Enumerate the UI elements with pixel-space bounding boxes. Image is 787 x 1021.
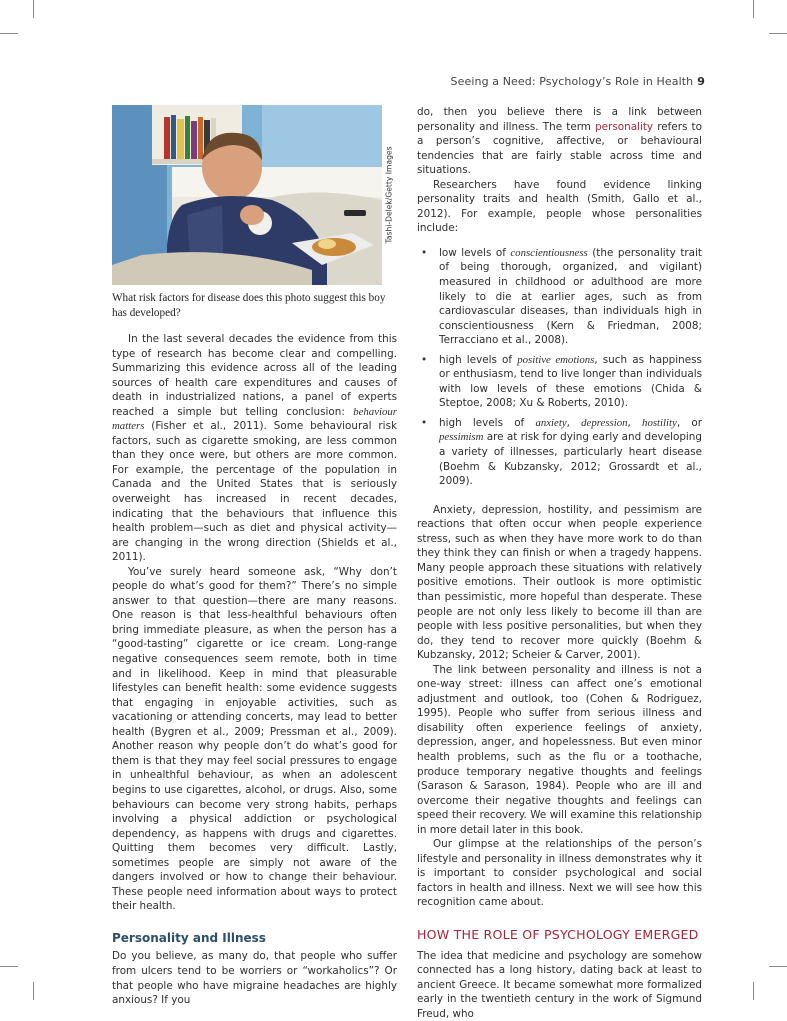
- paragraph: In the last several decades the evidence from this type of research has become clear and compelling. Summarizing this evidence across all of the leading sources of health care expenditures and causes of death in industrialized nations, a panel of experts reached a simple but telling conclusion: behaviour matters (Fisher et al., 2011). Some behavioural risk factors, such as cigarette smoking, are less common than they once were, but others are more common. For example, the percentage of the population in Canada and the United States that is seriously overweight has increased in recent decades, indicating that the behaviours that influence this health problem—such as diet and physical activity—are changing in the wrong direction (Shields et al., 2011).: [112, 333, 397, 564]
- running-head: [451, 75, 705, 88]
- paragraph: You’ve surely heard someone ask, “Why don’t people do what’s good for them?” There’s no simple answer to that question—there are many reasons. One reason is that less-healthful behaviours often bring immediate pleasure, as when the person has a “good-tasting” cigarette or ice cream. Long-range negative consequences seem remote, both in time and in likelihood. Keep in mind that pleasurable lifestyles can benefit health: some evidence suggests that engaging in enjoyable activities, such as vacationing or attending concerts, may lead to better health (Bygren et al., 2009; Pressman et al., 2009). Another reason why people don’t do what’s good for them is that they may feel social pressures to engage in unhealthful behaviour, as when an adolescent begins to use cigarettes, alcohol, or drugs. Also, some behaviours can become very strong habits, perhaps involving a physical addiction or psychological dependency, as happens with drugs and cigarettes. Quitting them becomes very difficult. Lastly, sometimes people are simply not aware of the dangers involved or how to change their behaviour. These people need information about ways to protect their health.: [112, 565, 397, 913]
- list-item: • high levels of positive emotions, such as happiness or enthusiasm, tend to live longer than individuals with low levels of these emotions (Chida & Steptoe, 2008; Xu & Roberts, 2010).: [417, 353, 702, 411]
- list-item: • low levels of conscientiousness (the personality trait of being thorough, organized, and vigilant) measured in childhood or adulthood are more likely to die at earlier ages, such as from cardiovascular diseases, than individuals high in conscientiousness (Kern & Friedman, 2008; Terracciano et al., 2008).: [417, 246, 702, 348]
- subsection-heading: Personality and Illness: [112, 930, 266, 945]
- key-term: personality: [595, 120, 654, 133]
- list-item: • high levels of anxiety, depression, hostility, or pessimism are at risk for dying early and developing a variety of illnesses, particularly heart disease (Boehm & Kubzansky, 2012; Grossardt et al., 2009).: [417, 416, 702, 489]
- left-column: [112, 105, 397, 1008]
- boy-eating-photo: [112, 105, 382, 285]
- crop-mark: [0, 33, 18, 34]
- paragraph: The idea that medicine and psychology are somehow connected has a long history, dating back at least to ancient Greece. It became somewhat more formalized early in the twentieth century in the work of Sigmund Freud, who: [417, 949, 702, 1020]
- paragraph: Researchers have found evidence linking personality traits and health (Smith, Gallo et al., 2012). For example, people whose personalities include:: [417, 178, 702, 235]
- bullet-list: [417, 246, 702, 489]
- paragraph: Anxiety, depression, hostility, and pessimism are reactions that often occur when people experience stress, such as when they have more work to do than they think they can finish or when a tragedy happens. Many people approach these situations with relatively positive emotions. Their outlook is more optimistic than pessimistic, more hopeful than desperate. These people are not only less likely to become ill than are people with less positive personalities, but when they do, they tend to recover more quickly (Boehm & Kubzansky, 2012; Scheier & Carver, 2001).: [417, 503, 702, 662]
- crop-mark: [33, 982, 34, 1000]
- paragraph: The link between personality and illness is not a one-way street: illness can affect one’s emotional adjustment and outlook, too (Cohen & Rodriguez, 1995). People who suffer from serious illness and disability often experience feelings of anxiety, depression, anger, and hopelessness. But even minor health problems, such as the flu or a toothache, produce temporary negative thoughts and feelings (Sarason & Sarason, 1984). People who are ill and overcome their negative thoughts and feelings can speed their recovery. We will examine this relationship in more detail later in this book.: [417, 663, 702, 836]
- section-heading: HOW THE ROLE OF PSYCHOLOGY EMERGED: [417, 926, 699, 942]
- crop-mark: [769, 33, 787, 34]
- right-column: [417, 105, 702, 1021]
- figure: [112, 105, 397, 285]
- crop-mark: [769, 966, 787, 967]
- paragraph: Do you believe, as many do, that people who suffer from ulcers tend to be worriers or “workaholics”? Or that people who have migraine headaches are highly anxious? If you: [112, 950, 397, 1007]
- paragraph: Our glimpse at the relationships of the person’s lifestyle and personality in illness demonstrates why it is important to consider psychological and social factors in health and illness. Next we will see how this recognition came about.: [417, 838, 702, 909]
- paragraph: do, then you believe there is a link between personality and illness. The term personality refers to a person’s cognitive, affective, or behavioural tendencies that are fairly stable across time and situations.: [417, 106, 702, 177]
- crop-mark: [753, 0, 754, 18]
- crop-mark: [0, 966, 18, 967]
- crop-mark: [33, 0, 34, 18]
- crop-mark: [753, 982, 754, 1000]
- figure-caption: What risk factors for disease does this photo suggest this boy has developed?: [112, 292, 386, 319]
- page-number: 9: [697, 75, 705, 88]
- running-head-title: Seeing a Need: Psychology’s Role in Health: [450, 75, 694, 88]
- photo-credit: Tashi-Delek/Getty Images: [384, 146, 394, 244]
